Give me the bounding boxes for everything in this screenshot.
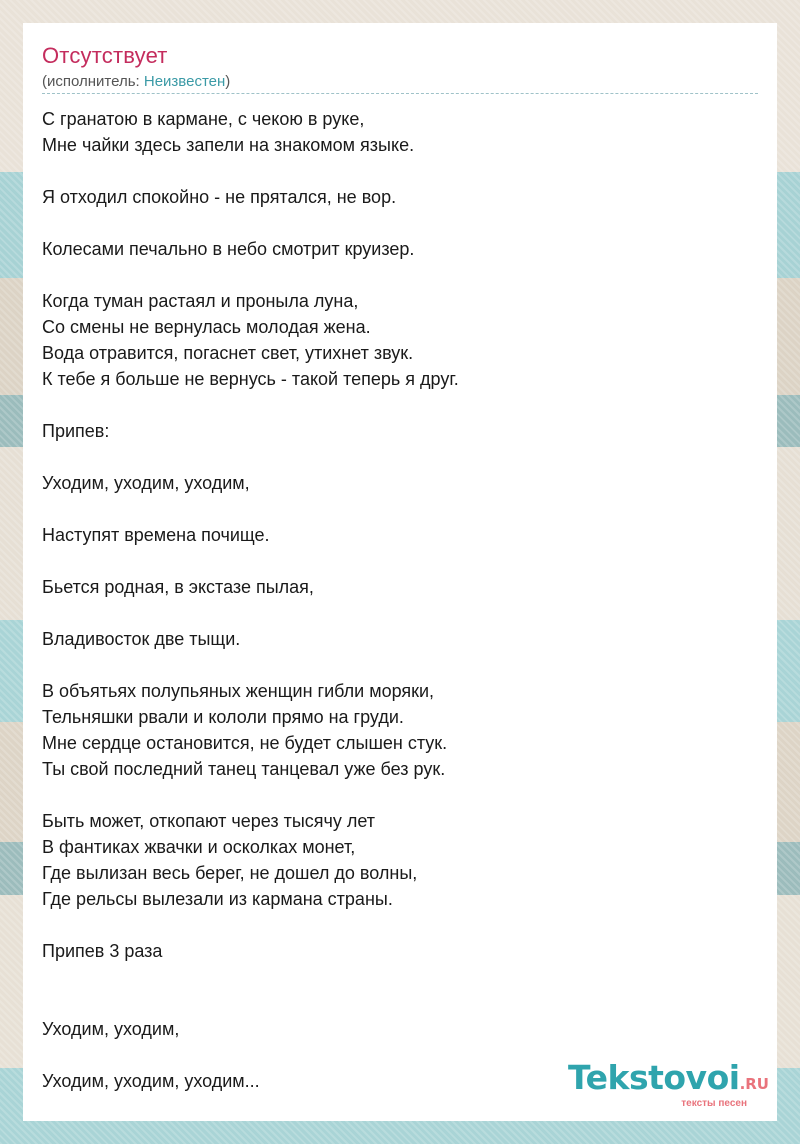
lyric-line: Мне сердце остановится, не будет слышен стук. <box>42 733 448 753</box>
title-divider <box>42 93 758 94</box>
lyric-line: Мне чайки здесь запели на знакомом языке. <box>42 135 415 155</box>
lyrics-text <box>42 106 762 1094</box>
lyrics-sheet <box>23 23 777 1121</box>
lyric-line: В фантиках жвачки и осколках монет, <box>42 837 356 857</box>
chorus-label: Припев: <box>42 421 110 441</box>
artist-prefix: (исполнитель: <box>42 73 144 90</box>
lyric-line: Где рельсы вылезали из кармана страны. <box>42 889 393 909</box>
lyric-line: Вода отравится, погаснет свет, утихнет звук. <box>42 343 414 363</box>
lyric-line: Где вылизан весь берег, не дошел до волны, <box>42 863 418 883</box>
lyric-line: Быть может, откопают через тысячу лет <box>42 811 376 831</box>
artist-line <box>42 73 230 90</box>
lyric-line: К тебе я больше не вернусь - такой теперь я друг. <box>42 369 459 389</box>
lyric-line: Ты свой последний танец танцевал уже без рук. <box>42 759 446 779</box>
lyric-line: Со смены не вернулась молодая жена. <box>42 317 371 337</box>
chorus-repeat-note: Припев 3 раза <box>42 941 163 961</box>
logo-tagline: тексты песен <box>681 1098 747 1109</box>
lyric-line: Наступят времена почище. <box>42 525 270 545</box>
lyric-line: Уходим, уходим, уходим... <box>42 1071 260 1091</box>
lyric-line: Колесами печально в небо смотрит круизер. <box>42 239 415 259</box>
lyric-line: Я отходил спокойно - не прятался, не вор. <box>42 187 397 207</box>
lyric-line: Владивосток две тыщи. <box>42 629 241 649</box>
lyric-line: С гранатою в кармане, с чекою в руке, <box>42 109 365 129</box>
artist-suffix: ) <box>225 73 231 90</box>
artist-link[interactable]: Неизвестен <box>143 73 226 90</box>
lyric-line: Тельняшки рвали и кололи прямо на груди. <box>42 707 404 727</box>
song-title: Отсутствует <box>42 43 168 68</box>
lyric-line: Уходим, уходим, <box>42 1019 180 1039</box>
lyric-line: Бьется родная, в экстазе пылая, <box>42 577 314 597</box>
logo-tld: .RU <box>739 1075 769 1093</box>
lyric-line: Уходим, уходим, уходим, <box>42 473 250 493</box>
lyric-line: Когда туман растаял и проныла луна, <box>42 291 359 311</box>
logo-name: Tekstovoi <box>568 1058 740 1097</box>
lyric-line: В объятьях полупьяных женщин гибли моряки, <box>42 681 435 701</box>
site-logo[interactable] <box>568 1058 769 1109</box>
